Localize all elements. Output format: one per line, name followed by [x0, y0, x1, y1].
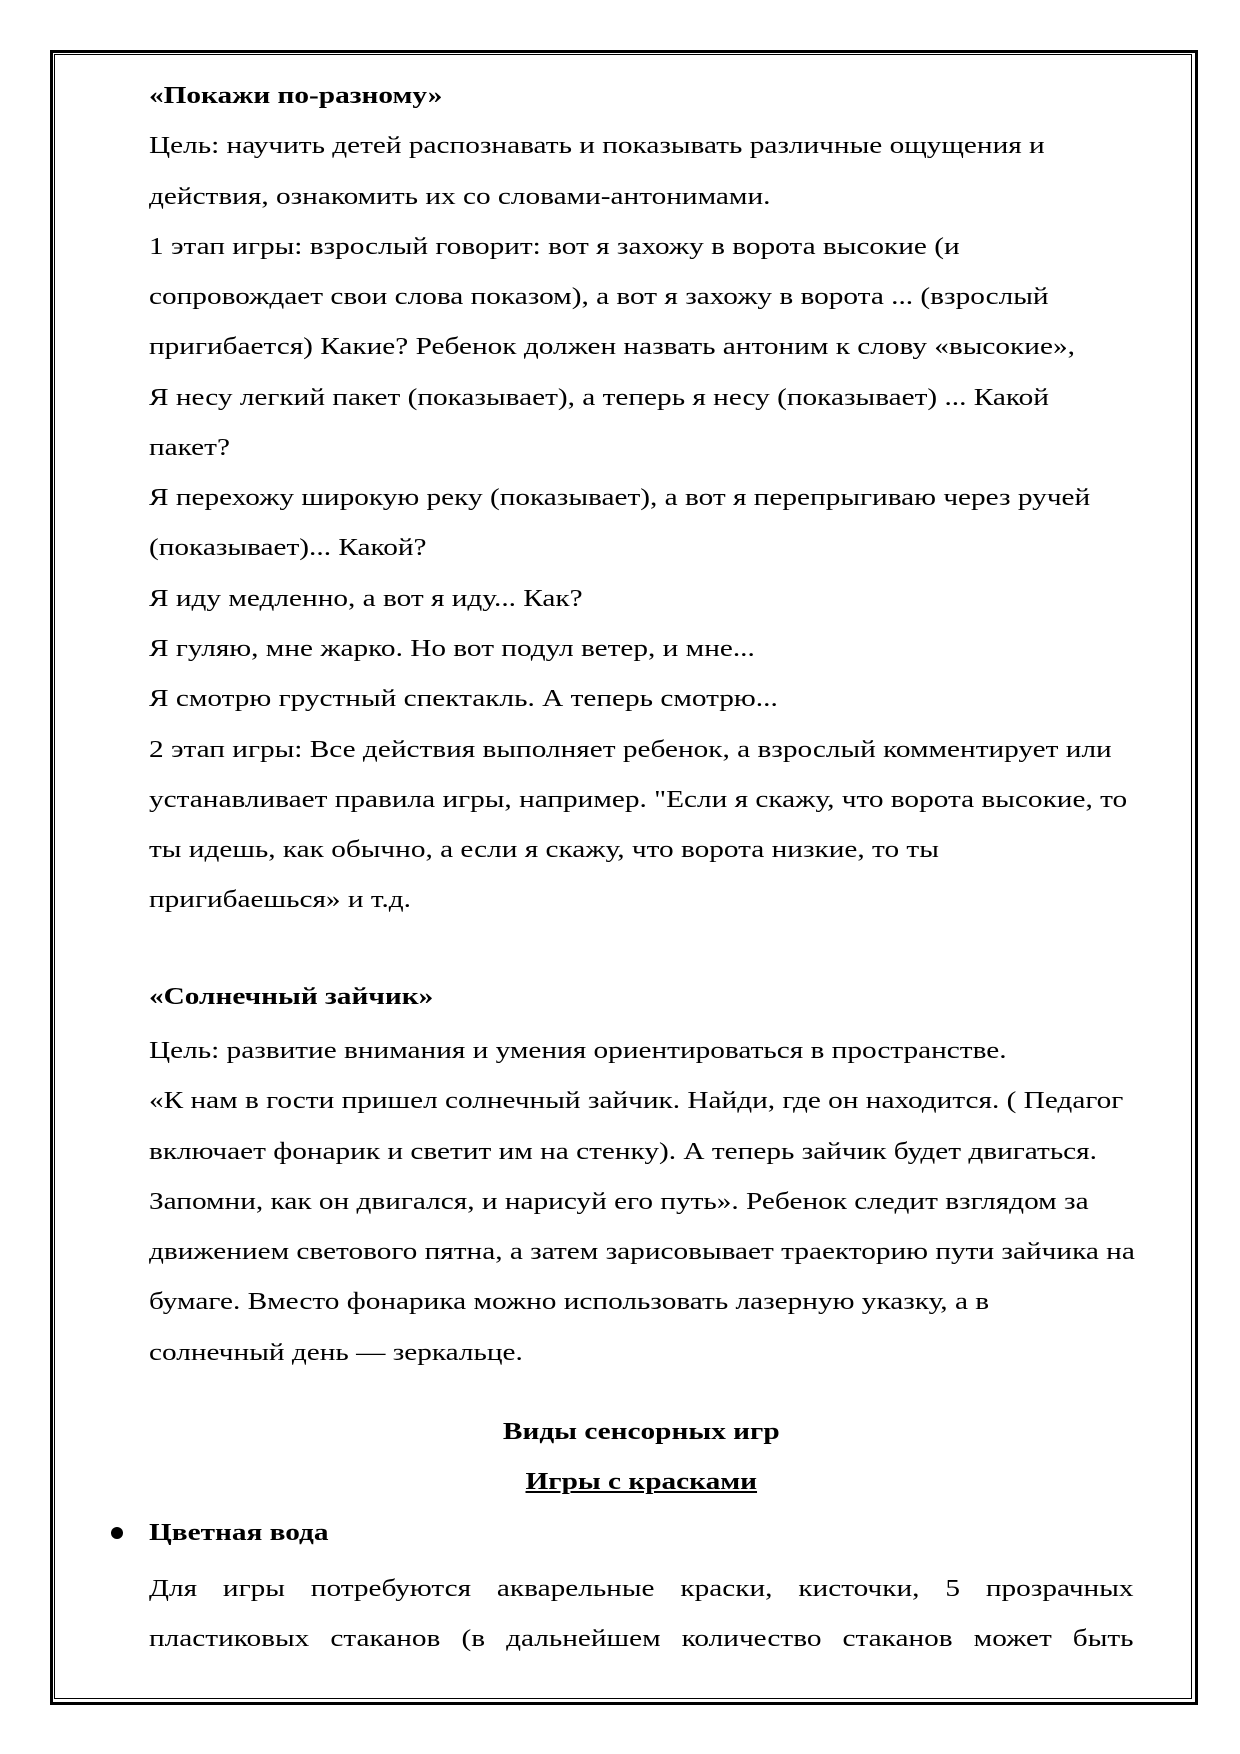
paragraph-line: 2 этап игры: Все действия выполняет ребенок, а взрослый комментирует или — [149, 736, 1112, 763]
paragraph-line: Для игры потребуются акварельные краски, кисточки, 5 прозрачных — [149, 1576, 1134, 1602]
paragraph-line: Я смотрю грустный спектакль. А теперь смотрю... — [149, 686, 778, 713]
paragraph-line: Цель: научить детей распознавать и показывать различные ощущения и — [149, 133, 1045, 160]
paragraph-line: солнечный день — зеркальце. — [149, 1339, 523, 1366]
paragraph-line: Я гуляю, мне жарко. Но вот подул ветер, и мне... — [149, 635, 755, 662]
subheading — [149, 1467, 1134, 1497]
bullet-icon — [111, 1527, 123, 1539]
paragraph-line: 1 этап игры: взрослый говорит: вот я захожу в ворота высокие (и — [149, 233, 960, 260]
paragraph-line: Запомни, как он двигался, и нарисуй его путь». Ребенок следит взглядом за — [149, 1188, 1089, 1215]
paragraph-line: сопровождает свои слова показом), а вот я захожу в ворота ... (взрослый — [149, 284, 1049, 311]
paragraph-line: бумаге. Вместо фонарика можно использовать лазерную указку, а в — [149, 1289, 990, 1316]
paragraph-line: Я несу легкий пакет (показывает), а теперь я несу (показывает) ... Какой — [149, 384, 1049, 411]
paragraph-line: включает фонарик и светит им на стенку). А теперь зайчик будет двигаться. — [149, 1138, 1097, 1165]
paragraph-line: ты идешь, как обычно, а если я скажу, что ворота низкие, то ты — [149, 837, 939, 864]
paragraph-line: устанавливает правила игры, например. "Если я скажу, что ворота высокие, то — [149, 786, 1128, 813]
heading: Виды сенсорных игр — [502, 1419, 780, 1445]
bullet-title: Цветная вода — [149, 1520, 329, 1546]
paragraph-line: Я перехожу широкую реку (показывает), а вот я перепрыгиваю через ручей — [149, 485, 1091, 512]
paragraph-line: «К нам в гости пришел солнечный зайчик. Найди, где он находится. ( Педагог — [149, 1088, 1124, 1115]
paragraph-line: пакет? — [149, 434, 230, 461]
paragraph-line: пригибается) Какие? Ребенок должен назвать антоним к слову «высокие», — [149, 334, 1075, 361]
subheading-text: Игры с красками — [525, 1469, 758, 1495]
paragraph-line: движением светового пятна, а затем зарисовывает траекторию пути зайчика на — [149, 1239, 1135, 1266]
paragraph-line: (показывает)... Какой? — [149, 535, 427, 562]
paragraph-line: пригибаешься» и т.д. — [149, 887, 411, 914]
section-title: «Покажи по-разному» — [149, 83, 443, 109]
paragraph-line: Цель: развитие внимания и умения ориентироваться в пространстве. — [149, 1038, 1007, 1065]
paragraph-line: действия, ознакомить их со словами-антонимами. — [149, 183, 771, 210]
paragraph-line: Я иду медленно, а вот я иду... Как? — [149, 585, 583, 612]
paragraph-line: пластиковых стаканов (в дальнейшем количество стаканов может быть — [149, 1626, 1134, 1652]
section-title: «Солнечный зайчик» — [149, 984, 434, 1010]
